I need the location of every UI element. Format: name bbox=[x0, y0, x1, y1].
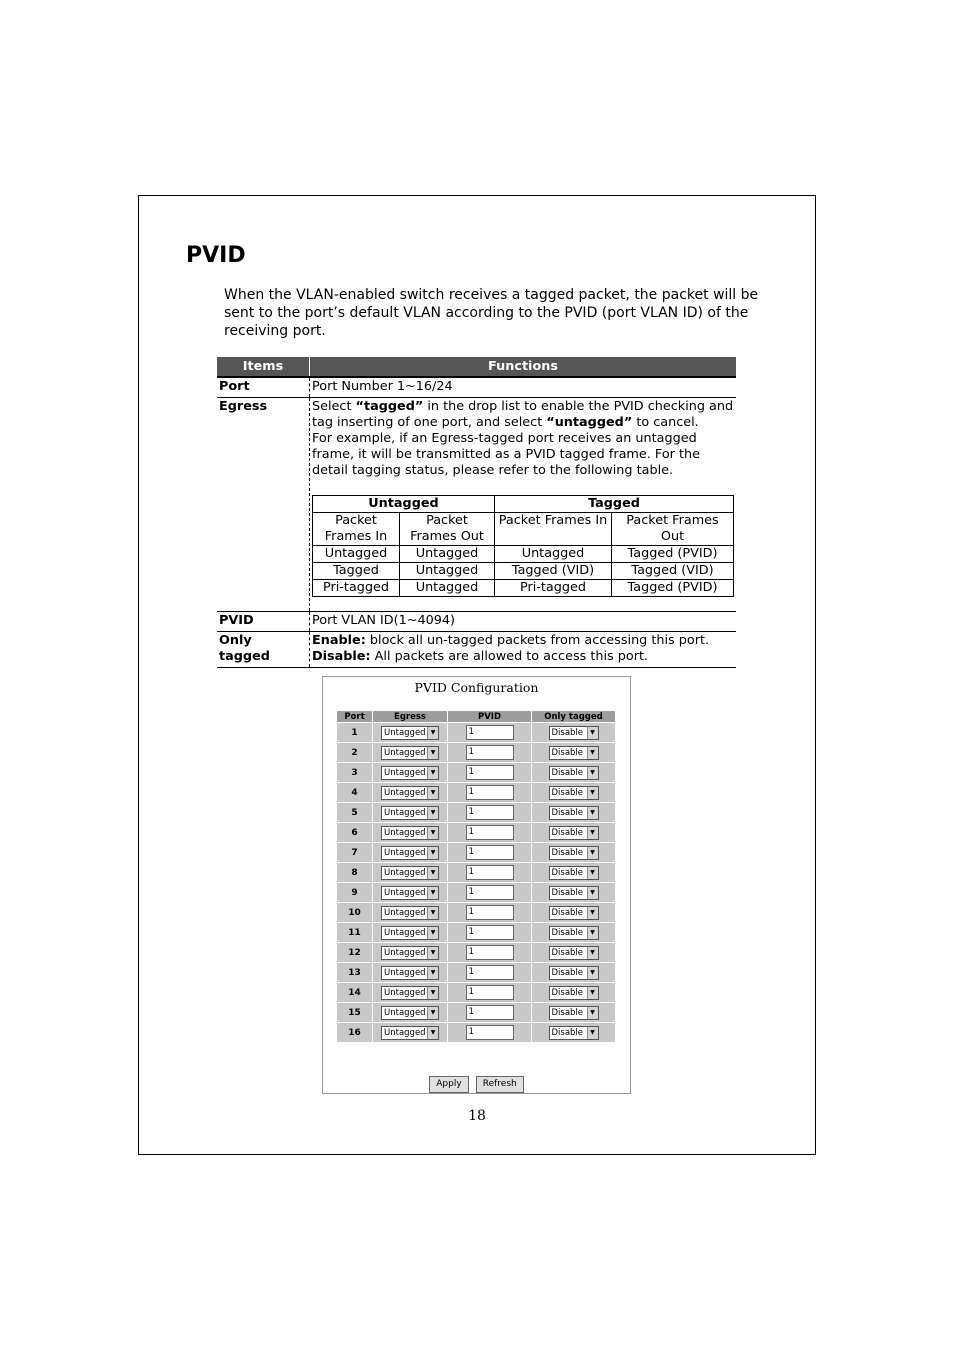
egress-cell bbox=[373, 1023, 447, 1042]
pvid-cell bbox=[448, 963, 531, 982]
pvid-input[interactable]: 1 bbox=[466, 725, 514, 740]
chevron-down-icon: ▼ bbox=[587, 1027, 598, 1039]
item-port-label: Port bbox=[217, 377, 310, 398]
egress-select[interactable] bbox=[381, 786, 439, 800]
pvid-input[interactable]: 1 bbox=[466, 925, 514, 940]
pvid-configuration-panel bbox=[322, 676, 631, 1094]
sub-cell: Untagged bbox=[495, 546, 612, 563]
egress-select[interactable] bbox=[381, 746, 439, 760]
chevron-down-icon: ▼ bbox=[587, 727, 598, 739]
port-number: 12 bbox=[337, 943, 372, 962]
chevron-down-icon: ▼ bbox=[587, 987, 598, 999]
pvid-input[interactable]: 1 bbox=[466, 1025, 514, 1040]
only-tagged-value: Disable bbox=[551, 847, 584, 858]
only-tagged-value: Disable bbox=[551, 887, 584, 898]
pvid-input[interactable]: 1 bbox=[466, 905, 514, 920]
only-tagged-select[interactable] bbox=[549, 766, 599, 780]
egress-cell bbox=[373, 783, 447, 802]
config-row bbox=[337, 803, 615, 822]
port-number: 15 bbox=[337, 1003, 372, 1022]
only-tagged-cell bbox=[532, 1023, 615, 1042]
pvid-input[interactable]: 1 bbox=[466, 825, 514, 840]
only-tagged-select[interactable] bbox=[549, 926, 599, 940]
pvid-cell bbox=[448, 883, 531, 902]
egress-cell bbox=[373, 863, 447, 882]
egress-value: Untagged bbox=[384, 787, 426, 798]
only-tagged-select[interactable] bbox=[549, 746, 599, 760]
col-only-tagged: Only tagged bbox=[532, 711, 615, 722]
config-row bbox=[337, 823, 615, 842]
config-row bbox=[337, 983, 615, 1002]
sub-col-header: Packet Frames Out bbox=[612, 513, 734, 546]
only-tagged-select[interactable] bbox=[549, 886, 599, 900]
only-tagged-select[interactable] bbox=[549, 966, 599, 980]
egress-select[interactable] bbox=[381, 766, 439, 780]
only-tagged-cell bbox=[532, 943, 615, 962]
port-number: 6 bbox=[337, 823, 372, 842]
only-tagged-cell bbox=[532, 1003, 615, 1022]
only-tagged-select[interactable] bbox=[549, 866, 599, 880]
only-tagged-disable bbox=[312, 649, 734, 665]
only-tagged-select[interactable] bbox=[549, 1006, 599, 1020]
egress-select[interactable] bbox=[381, 1006, 439, 1020]
egress-value: Untagged bbox=[384, 727, 426, 738]
egress-value: Untagged bbox=[384, 847, 426, 858]
config-row bbox=[337, 743, 615, 762]
chevron-down-icon: ▼ bbox=[587, 907, 598, 919]
egress-select[interactable] bbox=[381, 846, 439, 860]
only-tagged-value: Disable bbox=[551, 987, 584, 998]
only-tagged-cell bbox=[532, 963, 615, 982]
only-tagged-cell bbox=[532, 883, 615, 902]
only-tagged-cell bbox=[532, 763, 615, 782]
chevron-down-icon: ▼ bbox=[587, 867, 598, 879]
chevron-down-icon: ▼ bbox=[427, 827, 438, 839]
only-tagged-select[interactable] bbox=[549, 806, 599, 820]
sub-col-header: Packet Frames Out bbox=[400, 513, 495, 546]
pvid-config-table bbox=[336, 710, 616, 1043]
pvid-cell bbox=[448, 743, 531, 762]
item-only-tagged-text bbox=[310, 632, 737, 668]
chevron-down-icon: ▼ bbox=[587, 947, 598, 959]
page-title: PVID bbox=[186, 243, 246, 268]
chevron-down-icon: ▼ bbox=[427, 767, 438, 779]
only-tagged-value: Disable bbox=[551, 767, 584, 778]
egress-value: Untagged bbox=[384, 747, 426, 758]
button-bar bbox=[323, 1071, 630, 1093]
enable-desc: block all un-tagged packets from accessing this port. bbox=[365, 633, 710, 648]
sub-cell: Pri-tagged bbox=[313, 580, 400, 597]
row-only-tagged bbox=[217, 632, 736, 668]
pvid-input[interactable]: 1 bbox=[466, 865, 514, 880]
only-tagged-value: Disable bbox=[551, 967, 584, 978]
port-number: 5 bbox=[337, 803, 372, 822]
only-tagged-select[interactable] bbox=[549, 986, 599, 1000]
col-port: Port bbox=[337, 711, 372, 722]
egress-value: Untagged bbox=[384, 987, 426, 998]
sub-cell: Tagged bbox=[313, 563, 400, 580]
sub-cell: Untagged bbox=[400, 580, 495, 597]
egress-cell bbox=[373, 763, 447, 782]
only-tagged-value: Disable bbox=[551, 927, 584, 938]
only-tagged-enable bbox=[312, 633, 734, 649]
port-number: 3 bbox=[337, 763, 372, 782]
egress-cell bbox=[373, 903, 447, 922]
egress-value: Untagged bbox=[384, 887, 426, 898]
pvid-cell bbox=[448, 803, 531, 822]
only-tagged-cell bbox=[532, 843, 615, 862]
only-tagged-value: Disable bbox=[551, 747, 584, 758]
pvid-input[interactable]: 1 bbox=[466, 805, 514, 820]
egress-cell bbox=[373, 883, 447, 902]
egress-cell bbox=[373, 803, 447, 822]
sub-cell: Tagged (PVID) bbox=[612, 546, 734, 563]
sub-row bbox=[313, 563, 734, 580]
egress-text-c: in the drop list to enable the PVID checking and tag inserting of one port, and select bbox=[312, 399, 734, 430]
item-port-text: Port Number 1~16/24 bbox=[310, 377, 737, 398]
only-tagged-value: Disable bbox=[551, 867, 584, 878]
only-tagged-value: Disable bbox=[551, 787, 584, 798]
item-only-tagged-label: Only tagged bbox=[217, 632, 310, 668]
chevron-down-icon: ▼ bbox=[427, 967, 438, 979]
egress-cell bbox=[373, 983, 447, 1002]
config-rows bbox=[337, 723, 615, 1042]
group-tagged: Tagged bbox=[495, 496, 734, 513]
chevron-down-icon: ▼ bbox=[587, 807, 598, 819]
sub-cell: Untagged bbox=[313, 546, 400, 563]
only-tagged-cell bbox=[532, 903, 615, 922]
pvid-input[interactable]: 1 bbox=[466, 745, 514, 760]
only-tagged-value: Disable bbox=[551, 807, 584, 818]
only-tagged-select[interactable] bbox=[549, 826, 599, 840]
egress-paragraph-1 bbox=[312, 399, 734, 431]
tagging-status-table bbox=[312, 495, 734, 597]
egress-value: Untagged bbox=[384, 907, 426, 918]
row-port bbox=[217, 377, 736, 398]
config-row bbox=[337, 763, 615, 782]
egress-cell bbox=[373, 923, 447, 942]
only-tagged-select[interactable] bbox=[549, 1026, 599, 1040]
egress-value: Untagged bbox=[384, 1007, 426, 1018]
port-number: 4 bbox=[337, 783, 372, 802]
egress-select[interactable] bbox=[381, 966, 439, 980]
only-tagged-cell bbox=[532, 823, 615, 842]
egress-value: Untagged bbox=[384, 967, 426, 978]
only-tagged-value: Disable bbox=[551, 907, 584, 918]
item-pvid-text: Port VLAN ID(1~4094) bbox=[310, 612, 737, 632]
chevron-down-icon: ▼ bbox=[587, 787, 598, 799]
pvid-cell bbox=[448, 983, 531, 1002]
only-tagged-select[interactable] bbox=[549, 726, 599, 740]
pvid-input[interactable]: 1 bbox=[466, 765, 514, 780]
sub-col-header: Packet Frames In bbox=[313, 513, 400, 546]
chevron-down-icon: ▼ bbox=[587, 827, 598, 839]
egress-value: Untagged bbox=[384, 867, 426, 878]
chevron-down-icon: ▼ bbox=[427, 787, 438, 799]
sub-col-header: Packet Frames In bbox=[495, 513, 612, 546]
sub-cell: Untagged bbox=[400, 546, 495, 563]
egress-tagged-term: “tagged” bbox=[355, 399, 424, 414]
config-row bbox=[337, 963, 615, 982]
only-tagged-select[interactable] bbox=[549, 846, 599, 860]
egress-cell bbox=[373, 743, 447, 762]
egress-untagged-term: “untagged” bbox=[546, 415, 633, 430]
egress-select[interactable] bbox=[381, 866, 439, 880]
sub-cell: Pri-tagged bbox=[495, 580, 612, 597]
pvid-cell bbox=[448, 863, 531, 882]
only-tagged-value: Disable bbox=[551, 827, 584, 838]
egress-cell bbox=[373, 723, 447, 742]
pvid-cell bbox=[448, 823, 531, 842]
port-number: 14 bbox=[337, 983, 372, 1002]
config-row bbox=[337, 943, 615, 962]
egress-select[interactable] bbox=[381, 726, 439, 740]
col-egress: Egress bbox=[373, 711, 447, 722]
port-number: 2 bbox=[337, 743, 372, 762]
disable-term: Disable: bbox=[312, 649, 371, 664]
col-pvid: PVID bbox=[448, 711, 531, 722]
config-row bbox=[337, 1003, 615, 1022]
pvid-cell bbox=[448, 783, 531, 802]
chevron-down-icon: ▼ bbox=[427, 747, 438, 759]
apply-button[interactable]: Apply bbox=[429, 1076, 468, 1093]
config-row bbox=[337, 783, 615, 802]
egress-cell bbox=[373, 1003, 447, 1022]
chevron-down-icon: ▼ bbox=[427, 907, 438, 919]
chevron-down-icon: ▼ bbox=[587, 1007, 598, 1019]
chevron-down-icon: ▼ bbox=[427, 847, 438, 859]
egress-cell bbox=[373, 843, 447, 862]
egress-select[interactable] bbox=[381, 946, 439, 960]
config-row bbox=[337, 1023, 615, 1042]
chevron-down-icon: ▼ bbox=[427, 947, 438, 959]
config-title: PVID Configuration bbox=[414, 680, 539, 695]
pvid-input[interactable]: 1 bbox=[466, 1005, 514, 1020]
chevron-down-icon: ▼ bbox=[587, 927, 598, 939]
egress-value: Untagged bbox=[384, 1027, 426, 1038]
egress-cell bbox=[373, 943, 447, 962]
chevron-down-icon: ▼ bbox=[427, 867, 438, 879]
pvid-input[interactable]: 1 bbox=[466, 785, 514, 800]
port-number: 11 bbox=[337, 923, 372, 942]
only-tagged-select[interactable] bbox=[549, 786, 599, 800]
item-egress-label: Egress bbox=[217, 398, 310, 612]
sub-cell: Untagged bbox=[400, 563, 495, 580]
port-number: 7 bbox=[337, 843, 372, 862]
sub-row bbox=[313, 546, 734, 563]
pvid-cell bbox=[448, 903, 531, 922]
only-tagged-cell bbox=[532, 923, 615, 942]
egress-select[interactable] bbox=[381, 906, 439, 920]
egress-value: Untagged bbox=[384, 767, 426, 778]
group-untagged: Untagged bbox=[313, 496, 495, 513]
header-items: Items bbox=[217, 357, 310, 377]
chevron-down-icon: ▼ bbox=[587, 747, 598, 759]
only-tagged-cell bbox=[532, 983, 615, 1002]
chevron-down-icon: ▼ bbox=[587, 887, 598, 899]
port-number: 8 bbox=[337, 863, 372, 882]
chevron-down-icon: ▼ bbox=[427, 1007, 438, 1019]
sub-cell: Tagged (VID) bbox=[612, 563, 734, 580]
egress-value: Untagged bbox=[384, 807, 426, 818]
only-tagged-value: Disable bbox=[551, 1027, 584, 1038]
chevron-down-icon: ▼ bbox=[427, 887, 438, 899]
header-functions: Functions bbox=[310, 357, 737, 377]
egress-cell bbox=[373, 963, 447, 982]
only-tagged-value: Disable bbox=[551, 1007, 584, 1018]
chevron-down-icon: ▼ bbox=[587, 967, 598, 979]
only-tagged-cell bbox=[532, 723, 615, 742]
egress-value: Untagged bbox=[384, 827, 426, 838]
pvid-input[interactable]: 1 bbox=[466, 965, 514, 980]
chevron-down-icon: ▼ bbox=[427, 807, 438, 819]
only-tagged-cell bbox=[532, 783, 615, 802]
egress-cell bbox=[373, 823, 447, 842]
egress-select[interactable] bbox=[381, 806, 439, 820]
row-egress bbox=[217, 398, 736, 612]
egress-paragraph-2: For example, if an Egress-tagged port receives an untagged frame, it will be transmitted as a PVID tagged frame. For the detail tagging status, please refer to the following table. bbox=[312, 431, 700, 478]
port-number: 13 bbox=[337, 963, 372, 982]
egress-select[interactable] bbox=[381, 986, 439, 1000]
pvid-input[interactable]: 1 bbox=[466, 985, 514, 1000]
pvid-cell bbox=[448, 763, 531, 782]
egress-select[interactable] bbox=[381, 926, 439, 940]
egress-select[interactable] bbox=[381, 886, 439, 900]
egress-select[interactable] bbox=[381, 826, 439, 840]
config-row bbox=[337, 903, 615, 922]
chevron-down-icon: ▼ bbox=[427, 727, 438, 739]
pvid-input[interactable]: 1 bbox=[466, 845, 514, 860]
intro-paragraph: When the VLAN-enabled switch receives a tagged packet, the packet will be sent to the port’s default VLAN according to the PVID (port VLAN ID) of the receiving port. bbox=[224, 287, 759, 339]
pvid-input[interactable]: 1 bbox=[466, 945, 514, 960]
only-tagged-select[interactable] bbox=[549, 906, 599, 920]
only-tagged-cell bbox=[532, 803, 615, 822]
pvid-cell bbox=[448, 723, 531, 742]
pvid-cell bbox=[448, 843, 531, 862]
sub-cell: Tagged (PVID) bbox=[612, 580, 734, 597]
port-number: 1 bbox=[337, 723, 372, 742]
items-functions-table bbox=[217, 357, 736, 668]
config-row bbox=[337, 723, 615, 742]
only-tagged-value: Disable bbox=[551, 727, 584, 738]
pvid-input[interactable]: 1 bbox=[466, 885, 514, 900]
chevron-down-icon: ▼ bbox=[587, 767, 598, 779]
config-row bbox=[337, 923, 615, 942]
row-pvid bbox=[217, 612, 736, 632]
egress-text-a: Select bbox=[312, 399, 356, 414]
port-number: 16 bbox=[337, 1023, 372, 1042]
enable-term: Enable: bbox=[312, 633, 366, 648]
chevron-down-icon: ▼ bbox=[427, 987, 438, 999]
egress-value: Untagged bbox=[384, 927, 426, 938]
refresh-button[interactable]: Refresh bbox=[476, 1076, 524, 1093]
sub-row bbox=[313, 580, 734, 597]
disable-desc: All packets are allowed to access this port. bbox=[370, 649, 649, 664]
page-number: 18 bbox=[468, 1108, 486, 1124]
only-tagged-select[interactable] bbox=[549, 946, 599, 960]
chevron-down-icon: ▼ bbox=[427, 1027, 438, 1039]
item-egress-text bbox=[310, 398, 737, 612]
config-row bbox=[337, 843, 615, 862]
config-row bbox=[337, 863, 615, 882]
egress-select[interactable] bbox=[381, 1026, 439, 1040]
only-tagged-cell bbox=[532, 743, 615, 762]
port-number: 10 bbox=[337, 903, 372, 922]
pvid-cell bbox=[448, 943, 531, 962]
only-tagged-cell bbox=[532, 863, 615, 882]
pvid-cell bbox=[448, 923, 531, 942]
chevron-down-icon: ▼ bbox=[427, 927, 438, 939]
egress-value: Untagged bbox=[384, 947, 426, 958]
item-pvid-label: PVID bbox=[217, 612, 310, 632]
chevron-down-icon: ▼ bbox=[587, 847, 598, 859]
only-tagged-value: Disable bbox=[551, 947, 584, 958]
pvid-cell bbox=[448, 1023, 531, 1042]
egress-text-e: to cancel. bbox=[632, 415, 699, 430]
sub-cell: Tagged (VID) bbox=[495, 563, 612, 580]
port-number: 9 bbox=[337, 883, 372, 902]
config-row bbox=[337, 883, 615, 902]
pvid-cell bbox=[448, 1003, 531, 1022]
